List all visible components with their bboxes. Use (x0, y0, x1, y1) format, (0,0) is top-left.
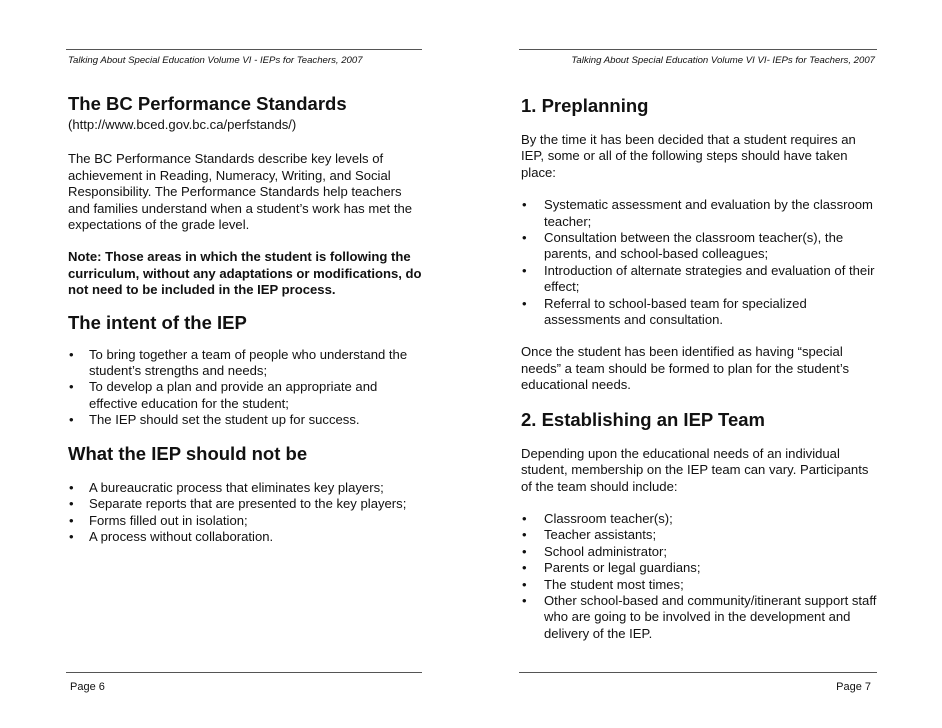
intent-list (68, 347, 422, 429)
preplanning-steps-list (521, 197, 877, 328)
performance-standards-paragraph: The BC Performance Standards describe key levels of achievement in Reading, Numeracy, Writing, and Social Responsibility. The Performance Standards help teachers and families understand when a student’s work has met the expectations of the grade level. (68, 151, 413, 233)
left-header-rule (66, 49, 422, 50)
team-members-list (521, 511, 877, 642)
preplanning-paragraph: By the time it has been decided that a student requires an IEP, some or all of the following steps should have taken place: (521, 132, 856, 180)
list-item: • Introduction of alternate strategies and evaluation of their effect; (521, 263, 877, 296)
list-item: • Separate reports that are presented to the key players; (68, 496, 422, 512)
right-running-header: Talking About Special Education Volume VI VI- IEPs for Teachers, 2007 (571, 55, 875, 66)
heading-preplanning: 1. Preplanning (521, 95, 649, 116)
list-item: • Referral to school-based team for specialized assessments and consultation. (521, 296, 877, 329)
list-item: • The IEP should set the student up for success. (68, 412, 422, 428)
right-page (519, 0, 877, 728)
right-content (521, 95, 877, 642)
list-item: • The student most times; (521, 577, 877, 593)
list-item: • To develop a plan and provide an appropriate and effective education for the student; (68, 379, 422, 412)
not-list (68, 480, 422, 546)
list-item: • To bring together a team of people who understand the student’s strengths and needs; (68, 347, 422, 380)
iep-team-paragraph: Depending upon the educational needs of an individual student, membership on the IEP team can vary. Participants of the team should include: (521, 445, 869, 494)
list-item: • Parents or legal guardians; (521, 560, 877, 576)
heading-bc-performance-standards: The BC Performance Standards (68, 93, 347, 114)
right-footer-rule (519, 672, 877, 673)
right-page-number: Page 7 (836, 681, 871, 693)
list-item: • Other school-based and community/itinerant support staff who are going to be involved in the development and delivery of the IEP. (521, 593, 877, 642)
list-item: • Forms filled out in isolation; (68, 513, 422, 529)
note-paragraph: Note: Those areas in which the student is following the curriculum, without any adaptations or modifications, do not need to be included in the IEP process. (68, 249, 422, 298)
right-header-rule (519, 49, 877, 50)
left-page-number: Page 6 (70, 681, 105, 693)
special-needs-paragraph: Once the student has been identified as having “special needs” a team should be formed to plan for the student’s educational needs. (521, 344, 850, 393)
heading-what-iep-should-not-be: What the IEP should not be (68, 442, 308, 464)
left-footer-rule (66, 672, 422, 673)
left-content (68, 93, 422, 545)
list-item: • Classroom teacher(s); (521, 511, 877, 527)
heading-establishing-iep-team: 2. Establishing an IEP Team (521, 408, 766, 430)
left-running-header: Talking About Special Education Volume VI - IEPs for Teachers, 2007 (68, 55, 363, 66)
list-item: • A bureaucratic process that eliminates key players; (68, 480, 422, 496)
list-item: • Systematic assessment and evaluation by the classroom teacher; (521, 197, 877, 230)
list-item: • Consultation between the classroom teacher(s), the parents, and school-based colleagues; (521, 230, 877, 263)
list-item: • Teacher assistants; (521, 527, 877, 543)
list-item: • A process without collaboration. (68, 529, 422, 545)
left-page (66, 0, 422, 728)
heading-intent-of-iep: The intent of the IEP (68, 311, 247, 333)
performance-standards-url: (http://www.bced.gov.bc.ca/perfstands/) (68, 117, 297, 132)
list-item: • School administrator; (521, 544, 877, 560)
